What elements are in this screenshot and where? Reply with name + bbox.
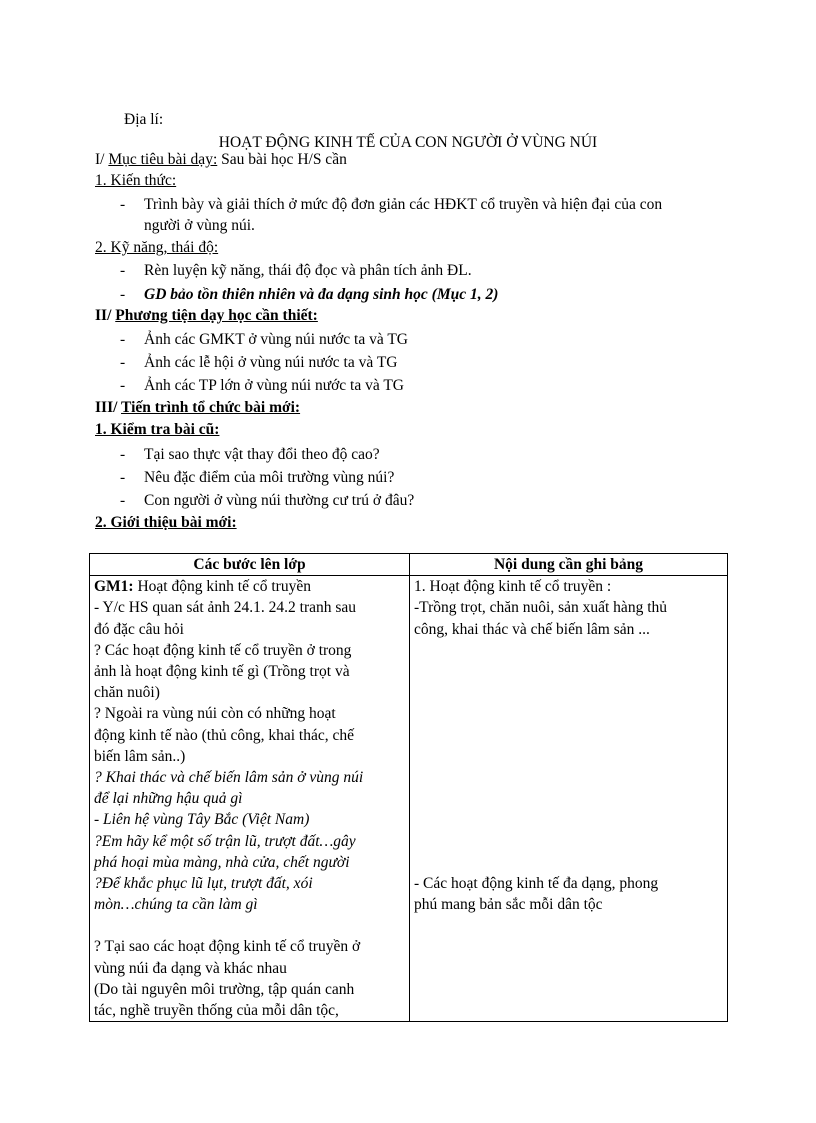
section-2-prefix: II/ xyxy=(95,307,112,324)
section-1-tail: Sau bài học H/S cần xyxy=(221,151,347,168)
blank-space xyxy=(414,831,723,852)
step-line: tác, nghề truyền thống của mỗi dân tộc, xyxy=(94,1002,339,1020)
step-italic-line: ?Em hãy kể một số trận lũ, trượt đất…gây xyxy=(94,832,356,850)
lesson-title: HOẠT ĐỘNG KINH TẾ CỦA CON NGƯỜI Ở VÙNG NÚI xyxy=(218,134,598,151)
knowledge-item-2: người ở vùng núi. xyxy=(144,217,255,234)
skills-heading: 2. Kỹ năng, thái độ: xyxy=(95,239,219,256)
section-1-prefix: I/ xyxy=(95,151,105,168)
col1-header: Các bước lên lớp xyxy=(90,554,410,576)
blank-line xyxy=(94,915,405,936)
material-item-3: Ảnh các TP lớn ở vùng núi nước ta và TG xyxy=(144,377,404,394)
step-line: đó đặc câu hỏi xyxy=(94,620,184,638)
review-item-3: Con người ở vùng núi thường cư trú ở đâu? xyxy=(144,492,415,509)
step-line: vùng núi đa dạng và khác nhau xyxy=(94,959,287,977)
step-line: chăn nuôi) xyxy=(94,684,160,702)
section-1-heading xyxy=(95,150,347,170)
col2-header: Nội dung cần ghi bảng xyxy=(410,554,728,576)
bullet-dash: - xyxy=(120,286,126,303)
knowledge-heading: 1. Kiến thức: xyxy=(95,172,177,189)
lesson-table xyxy=(89,553,728,1022)
content-line: -Trồng trọt, chăn nuôi, sản xuất hàng thủ xyxy=(414,599,667,617)
step-line: ảnh là hoạt động kinh tế gì (Trồng trọt và xyxy=(94,663,350,681)
bullet-dash: - xyxy=(120,492,126,509)
content-line: công, khai thác và chế biến lâm sản ... xyxy=(414,620,650,638)
blank-space xyxy=(414,640,723,831)
section-2-title: Phương tiện dạy học cần thiết: xyxy=(115,307,318,324)
summary-line: phú mang bản sắc mỗi dân tộc xyxy=(414,896,603,914)
bullet-dash: - xyxy=(120,354,126,371)
summary-line: - Các hoạt động kinh tế đa dạng, phong xyxy=(414,874,659,892)
section-3-prefix: III/ xyxy=(95,399,118,416)
review-item-2: Nêu đặc điểm của môi trường vùng núi? xyxy=(144,469,395,486)
bullet-dash: - xyxy=(120,377,126,394)
table-header-row xyxy=(90,554,728,576)
step-line: (Do tài nguyên môi trường, tập quán canh xyxy=(94,980,355,998)
bullet-dash: - xyxy=(120,262,126,279)
step-italic-line: - Liên hệ vùng Tây Bắc (Việt Nam) xyxy=(94,811,310,829)
step-line: ? Ngoài ra vùng núi còn có những hoạt xyxy=(94,705,336,723)
bullet-dash: - xyxy=(120,469,126,486)
review-item-1: Tại sao thực vật thay đổi theo độ cao? xyxy=(144,446,380,463)
section-2-heading xyxy=(95,306,318,326)
material-item-2: Ảnh các lễ hội ở vùng núi nước ta và TG xyxy=(144,354,398,371)
steps-cell xyxy=(90,576,410,1022)
blank-space xyxy=(414,852,723,873)
gm1-label: GM1: xyxy=(94,578,134,596)
step-italic-line: ?Để khắc phục lũ lụt, trượt đất, xói xyxy=(94,875,313,893)
material-item-1: Ảnh các GMKT ở vùng núi nước ta và TG xyxy=(144,331,408,348)
step-line: - Y/c HS quan sát ảnh 24.1. 24.2 tranh sau xyxy=(94,599,357,617)
subject-label: Địa lí: xyxy=(124,111,164,128)
gm1-line xyxy=(94,576,405,597)
content-cell xyxy=(410,576,728,1022)
section-1-title: Mục tiêu bài dạy: xyxy=(108,151,218,168)
step-line: ? Các hoạt động kinh tế cổ truyền ở trong xyxy=(94,641,352,659)
section-3-title: Tiến trình tổ chức bài mới: xyxy=(121,399,301,416)
section-3-heading xyxy=(95,398,300,418)
table-row xyxy=(90,576,728,1022)
review-heading: 1. Kiểm tra bài cũ: xyxy=(95,421,220,438)
step-italic-line: ? Khai thác và chế biến lâm sản ở vùng núi xyxy=(94,769,364,787)
skills-item-2: GD bảo tồn thiên nhiên và đa dạng sinh học (Mục 1, 2) xyxy=(144,286,499,303)
step-line: biến lâm sản..) xyxy=(94,747,186,765)
bullet-dash: - xyxy=(120,196,126,213)
step-line: động kinh tế nào (thủ công, khai thác, chế xyxy=(94,726,354,744)
skills-item-1: Rèn luyện kỹ năng, thái độ đọc và phân tích ảnh ĐL. xyxy=(144,262,472,279)
step-italic-line: để lại những hậu quả gì xyxy=(94,790,243,808)
bullet-dash: - xyxy=(120,446,126,463)
knowledge-item-1: Trình bày và giải thích ở mức độ đơn giản các HĐKT cổ truyền và hiện đại của con xyxy=(144,196,663,213)
gm1-text: Hoạt động kinh tế cổ truyền xyxy=(137,578,311,596)
step-italic-line: mòn…chúng ta cần làm gì xyxy=(94,896,258,914)
intro-heading: 2. Giới thiệu bài mới: xyxy=(95,514,237,531)
bullet-dash: - xyxy=(120,331,126,348)
step-line: ? Tại sao các hoạt động kinh tế cổ truyền ở xyxy=(94,938,361,956)
content-heading: 1. Hoạt động kinh tế cổ truyền : xyxy=(414,578,612,596)
step-italic-line: phá hoại mùa màng, nhà cửa, chết người xyxy=(94,853,350,871)
